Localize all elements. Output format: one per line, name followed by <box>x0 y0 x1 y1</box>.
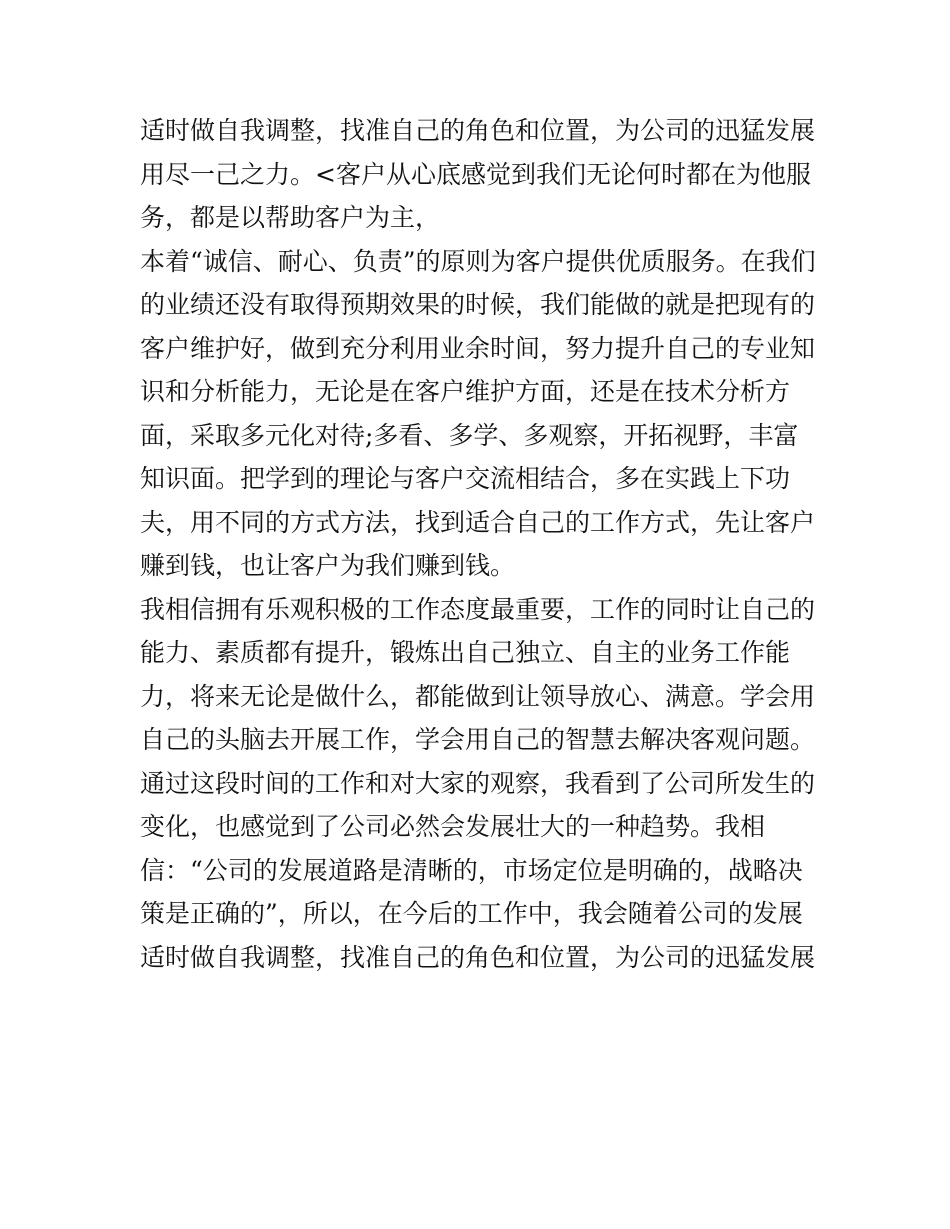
text-line: 力，将来无论是做什么，都能做到让领导放心、满意。学会用 <box>140 681 816 711</box>
text-line: 夫，用不同的方式方法，找到适合自己的工作方式，先让客户 <box>140 507 816 537</box>
text-line: 赚到钱，也让客户为我们赚到钱。 <box>140 551 516 580</box>
text-line: 变化，也感觉到了公司必然会发展壮大的一种趋势。我相 <box>140 812 766 841</box>
text-line: 面，采取多元化对待;多看、多学、多观察，开拓视野，丰富 <box>140 420 799 450</box>
text-line: 客户维护好，做到充分利用业余时间，努力提升自己的专业知 <box>140 333 816 363</box>
text-line: 自己的头脑去开展工作，学会用自己的智慧去解决客观问题。 <box>140 725 816 754</box>
text-line: 通过这段时间的工作和对大家的观察，我看到了公司所发生的 <box>140 768 816 798</box>
text-line: 适时做自我调整，找准自己的角色和位置，为公司的迅猛发展 <box>140 116 816 145</box>
text-line: 用尽一己之力。<客户从心底感觉到我们无论何时都在为他服 <box>140 159 811 189</box>
text-line: 本着“诚信、耐心、负责”的原则为客户提供优质服务。在我们 <box>140 246 816 276</box>
text-line: 策是正确的”，所以，在今后的工作中，我会随着公司的发展 <box>140 899 803 928</box>
text-line: 识和分析能力，无论是在客户维护方面，还是在技术分析方 <box>140 377 791 406</box>
text-line: 我相信拥有乐观积极的工作态度最重要，工作的同时让自己的 <box>140 594 816 624</box>
text-line: 能力、素质都有提升，锻炼出自己独立、自主的业务工作能 <box>140 638 791 667</box>
text-line: 的业绩还没有取得预期效果的时候，我们能做的就是把现有的 <box>140 290 816 319</box>
text-line: 务，都是以帮助客户为主， <box>140 203 441 232</box>
text-line: 适时做自我调整，找准自己的角色和位置，为公司的迅猛发展 <box>140 942 816 972</box>
text-line: 信：“公司的发展道路是清晰的，市场定位是明确的，战略决 <box>140 855 803 885</box>
body-text <box>140 109 820 979</box>
text-line: 知识面。把学到的理论与客户交流相结合，多在实践上下功 <box>140 464 791 493</box>
